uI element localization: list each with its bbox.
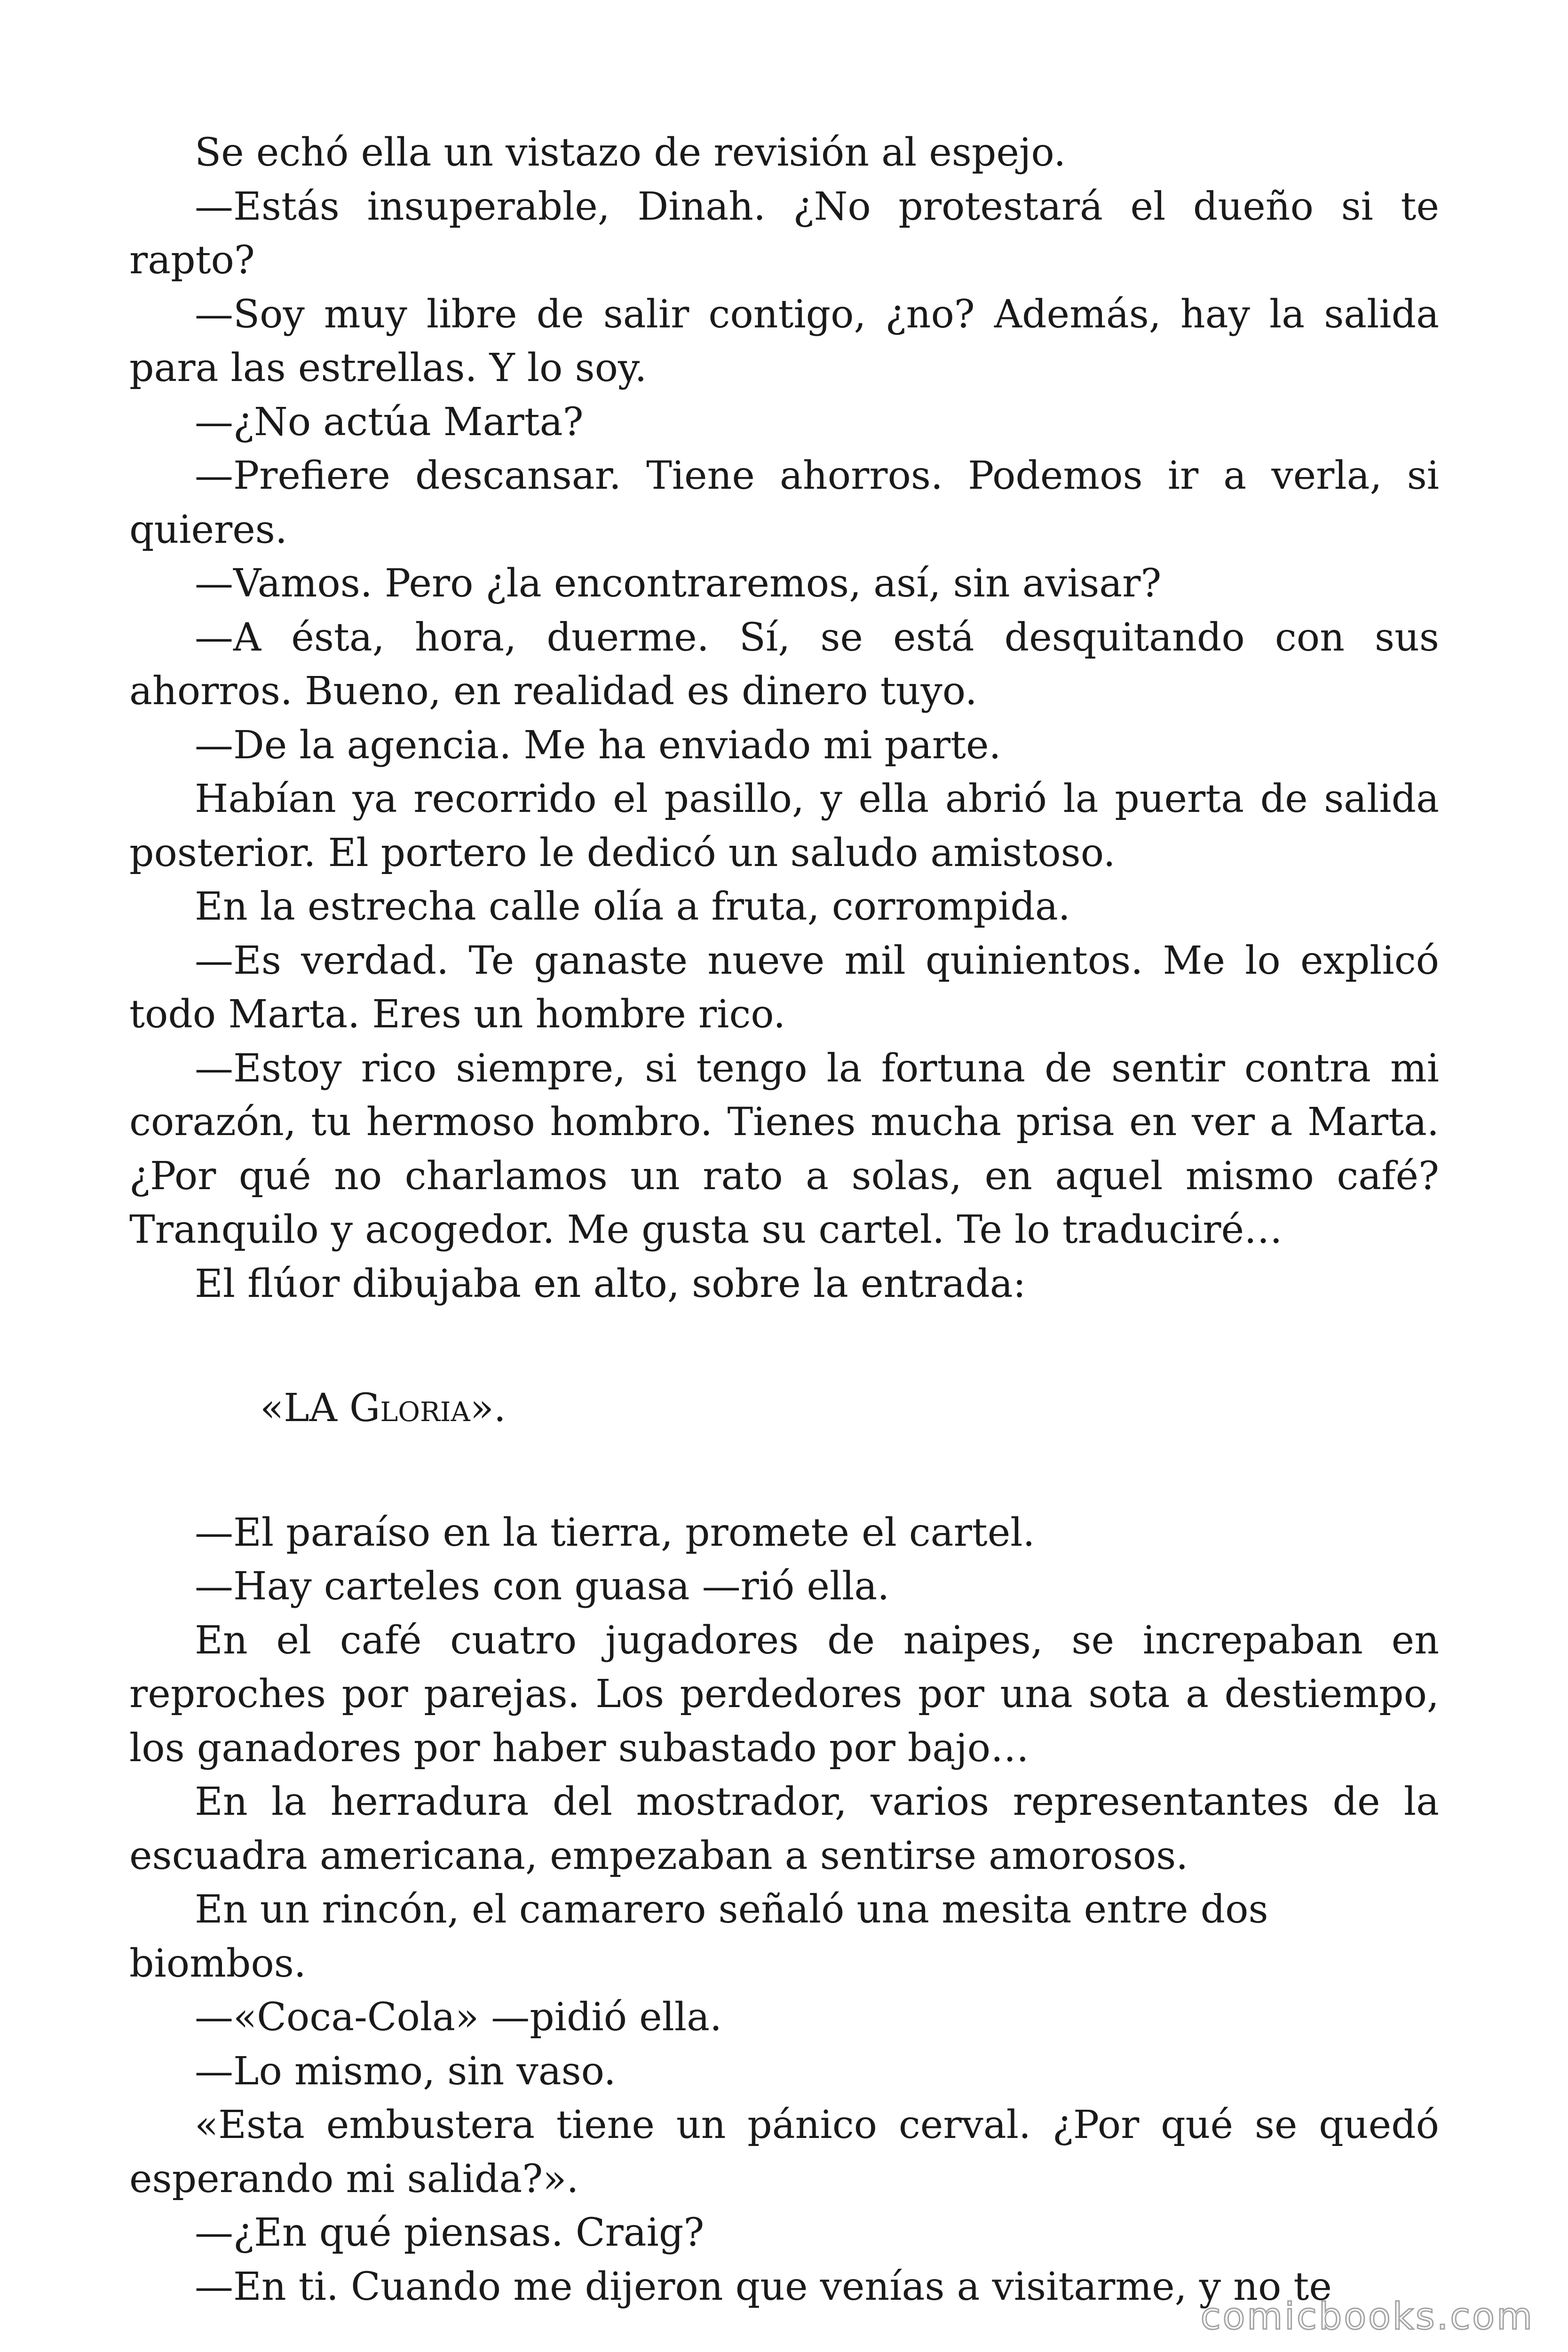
sign-text <box>129 1311 1439 1506</box>
paragraph: Habían ya recorrido el pasillo, y ella abrió la puerta de salida posterior. El portero le dedicó un saludo amistoso. <box>129 777 1439 875</box>
body-text <box>129 126 1439 2314</box>
paragraph: —¿En qué piensas. Craig? <box>195 2210 705 2255</box>
paragraph: —Es verdad. Te ganaste nueve mil quinientos. Me lo explicó todo Marta. Eres un hombre rico. <box>129 938 1439 1037</box>
sign-close-quote: ». <box>470 1386 506 1430</box>
paragraph: —¿No actúa Marta? <box>195 399 584 445</box>
paragraph: Se echó ella un vistazo de revisión al espejo. <box>195 130 1066 175</box>
paragraph: —De la agencia. Me ha enviado mi parte. <box>195 723 1001 768</box>
paragraph: «Esta embustera tiene un pánico cerval. ¿Por qué se quedó esperando mi salida?». <box>129 2103 1439 2201</box>
paragraph: En un rincón, el camarero señaló una mesita entre dos biombos. <box>129 1887 1268 1986</box>
paragraph: —Soy muy libre de salir contigo, ¿no? Además, hay la salida para las estrellas. Y lo soy. <box>129 292 1439 390</box>
sign-word-gloria: Gloria <box>349 1386 470 1430</box>
paragraph: —En ti. Cuando me dijeron que venías a visitarme, y no te <box>195 2264 1332 2309</box>
paragraph: —Hay carteles con guasa —rió ella. <box>195 1564 890 1609</box>
paragraph: En la estrecha calle olía a fruta, corrompida. <box>195 884 1070 929</box>
sign-open-quote: « <box>260 1386 284 1430</box>
paragraph: —A ésta, hora, duerme. Sí, se está desquitando con sus ahorros. Bueno, en realidad es dinero tuyo. <box>129 615 1439 714</box>
paragraph: —Prefiere descansar. Tiene ahorros. Podemos ir a verla, si quieres. <box>129 453 1439 552</box>
paragraph: En la herradura del mostrador, varios representantes de la escuadra americana, empezaban a sentirse amorosos. <box>129 1780 1439 1878</box>
paragraph: El flúor dibujaba en alto, sobre la entrada: <box>195 1261 1026 1306</box>
paragraph: —Lo mismo, sin vaso. <box>195 2049 616 2094</box>
watermark-logo: comicbooks.com <box>1200 2296 1534 2338</box>
paragraph: —«Coca-Cola» —pidió ella. <box>195 1995 722 2040</box>
paragraph: —El paraíso en la tierra, promete el cartel. <box>195 1510 1035 1555</box>
paragraph: —Estás insuperable, Dinah. ¿No protestará el dueño si te rapto? <box>129 184 1439 283</box>
paragraph: —Estoy rico siempre, si tengo la fortuna de sentir contra mi corazón, tu hermoso hombro. Tienes mucha prisa en ver a Marta. ¿Por qué no charlamos un rato a solas, en aquel mismo café? Tranquilo y acogedor. Me gusta su cartel. Te lo traduciré… <box>129 1046 1439 1252</box>
paragraph: —Vamos. Pero ¿la encontraremos, así, sin avisar? <box>195 561 1162 606</box>
sign-word-la: LA <box>284 1386 337 1430</box>
paragraph: En el café cuatro jugadores de naipes, se increpaban en reproches por parejas. Los perdedores por una sota a destiempo, los ganadores por haber subastado por bajo… <box>129 1618 1439 1771</box>
